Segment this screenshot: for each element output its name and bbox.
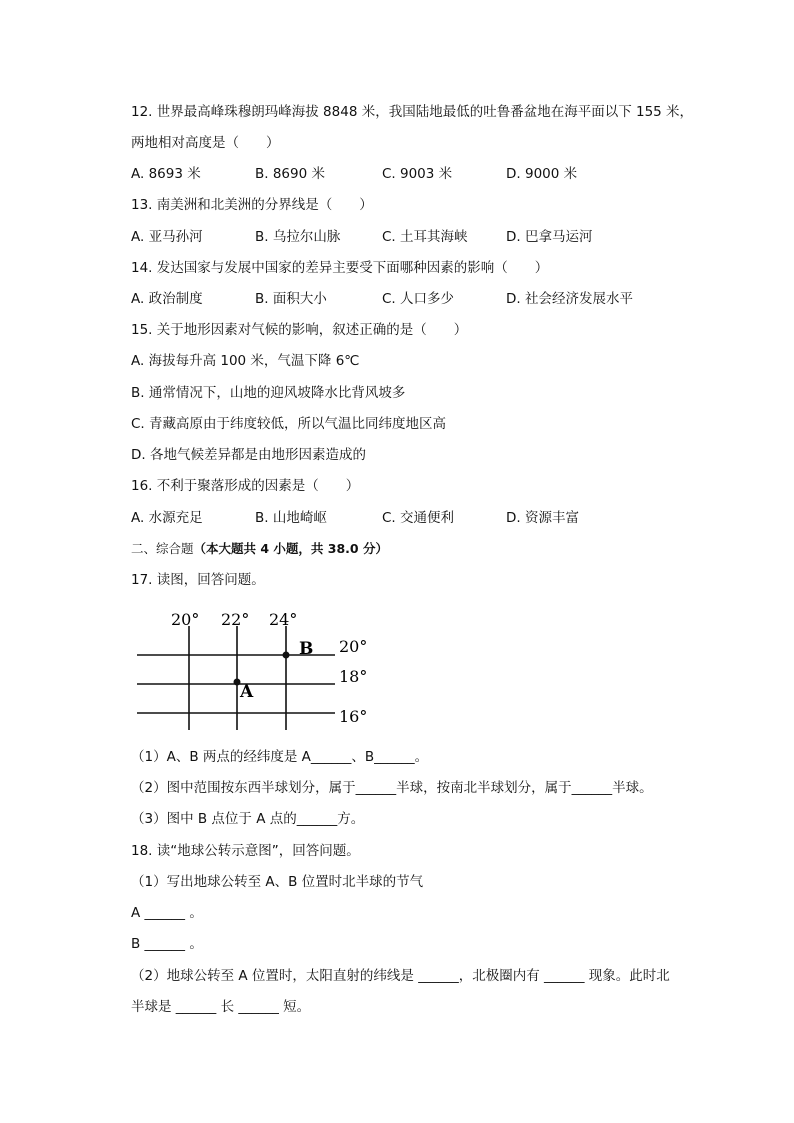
q14-stem: 14. 发达国家与发展中国家的差异主要受下面哪种因素的影响（ ）: [131, 260, 549, 276]
section-heading-prefix: 二、综合题: [131, 541, 194, 556]
q18-blank-b[interactable]: B ______ 。: [131, 936, 203, 952]
q16-stem: 16. 不利于聚落形成的因素是（ ）: [131, 478, 360, 494]
q13-option-d[interactable]: D. 巴拿马运河: [506, 229, 593, 245]
lon-label-24: 24°: [269, 610, 298, 629]
q16-option-d[interactable]: D. 资源丰富: [506, 510, 579, 526]
q12-option-a[interactable]: A. 8693 米: [131, 166, 201, 182]
q12-stem-line2: 两地相对高度是（ ）: [131, 135, 280, 151]
q12-option-d[interactable]: D. 9000 米: [506, 166, 578, 182]
q14-option-a[interactable]: A. 政治制度: [131, 291, 203, 307]
q14-options: [131, 290, 691, 308]
lat-label-20: 20°: [339, 637, 368, 656]
q12-options: [131, 165, 691, 183]
section-heading-detail: （本大题共 4 小题，共 38.0 分）: [193, 541, 388, 556]
point-b-marker: [283, 652, 290, 659]
q13-options: [131, 228, 691, 246]
q13-option-a[interactable]: A. 亚马孙河: [131, 229, 203, 245]
q13-option-c[interactable]: C. 土耳其海峡: [382, 229, 468, 245]
lat-lon-grid-figure: [135, 606, 375, 736]
q12-stem-line1: 12. 世界最高峰珠穆朗玛峰海拔 8848 米，我国陆地最低的吐鲁番盆地在海平面以下 155 米，: [131, 104, 694, 120]
q18-sub1: （1）写出地球公转至 A、B 位置时北半球的节气: [131, 874, 424, 890]
q18-sub2-line1: （2）地球公转至 A 位置时，太阳直射的纬线是 ______，北极圈内有 ______ 现象。此时北: [131, 968, 670, 984]
q15-option-c[interactable]: C. 青藏高原由于纬度较低，所以气温比同纬度地区高: [131, 416, 447, 432]
point-a-label: A: [240, 682, 254, 702]
q14-option-c[interactable]: C. 人口多少: [382, 291, 455, 307]
q15-option-b[interactable]: B. 通常情况下，山地的迎风坡降水比背风坡多: [131, 385, 406, 401]
q17-sub1: （1）A、B 两点的经纬度是 A______、B______。: [131, 749, 429, 765]
q18-stem: 18. 读“地球公转示意图”，回答问题。: [131, 843, 360, 859]
lon-label-22: 22°: [221, 610, 250, 629]
q14-option-d[interactable]: D. 社会经济发展水平: [506, 291, 633, 307]
q18-sub2-line2: 半球是 ______ 长 ______ 短。: [131, 999, 311, 1015]
q17-stem: 17. 读图，回答问题。: [131, 572, 265, 588]
q16-options: [131, 509, 691, 527]
q15-stem: 15. 关于地形因素对气候的影响，叙述正确的是（ ）: [131, 322, 468, 338]
q18-blank-a[interactable]: A ______ 。: [131, 905, 203, 921]
q15-option-d[interactable]: D. 各地气候差异都是由地形因素造成的: [131, 447, 366, 463]
q16-option-c[interactable]: C. 交通便利: [382, 510, 455, 526]
q16-option-b[interactable]: B. 山地崎岖: [255, 510, 327, 526]
section-heading: [131, 540, 388, 558]
q17-sub2: （2）图中范围按东西半球划分，属于______半球，按南北半球划分，属于______半球。: [131, 780, 653, 796]
lat-label-18: 18°: [339, 667, 368, 686]
lat-label-16: 16°: [339, 707, 368, 726]
q14-option-b[interactable]: B. 面积大小: [255, 291, 327, 307]
q12-option-c[interactable]: C. 9003 米: [382, 166, 453, 182]
q15-option-a[interactable]: A. 海拔每升高 100 米，气温下降 6℃: [131, 353, 360, 369]
q13-stem: 13. 南美洲和北美洲的分界线是（ ）: [131, 197, 373, 213]
lon-label-20: 20°: [171, 610, 200, 629]
q17-sub3: （3）图中 B 点位于 A 点的______方。: [131, 811, 365, 827]
q13-option-b[interactable]: B. 乌拉尔山脉: [255, 229, 341, 245]
point-b-label: B: [299, 639, 314, 659]
q12-option-b[interactable]: B. 8690 米: [255, 166, 325, 182]
q16-option-a[interactable]: A. 水源充足: [131, 510, 203, 526]
